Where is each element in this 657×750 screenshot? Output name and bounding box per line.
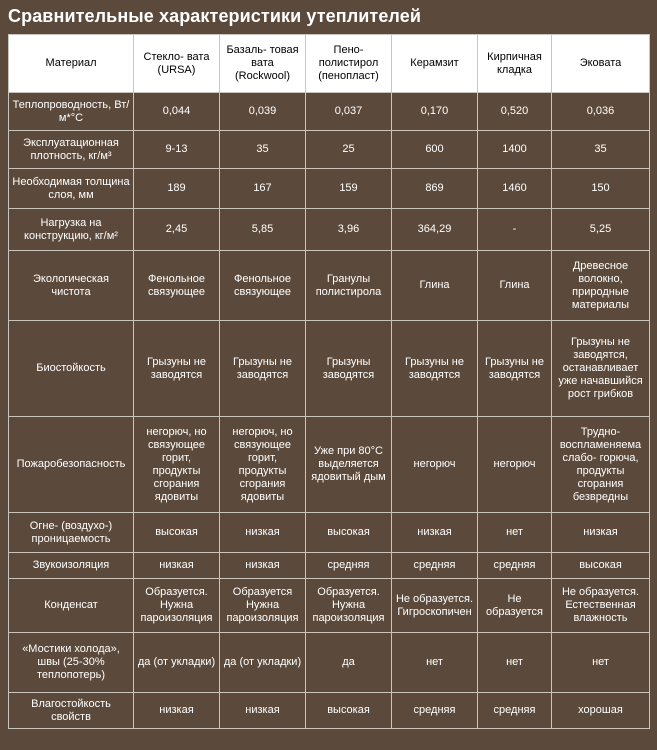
row-label: Эксплуатационная плотность, кг/м³ — [9, 131, 134, 169]
table-cell: 5,85 — [220, 209, 306, 251]
table-cell: высокая — [552, 553, 650, 579]
table-cell: Грызуны не заводятся — [478, 321, 552, 417]
table-cell: 3,96 — [306, 209, 392, 251]
table-cell: нет — [552, 633, 650, 693]
table-row — [9, 579, 650, 633]
row-label: Экологическая чистота — [9, 251, 134, 321]
table-cell: хорошая — [552, 693, 650, 729]
table-cell: Древесное волокно, природные материалы — [552, 251, 650, 321]
table-cell: негорюч — [478, 417, 552, 513]
header-cell: Материал — [9, 35, 134, 93]
header-cell: Эковата — [552, 35, 650, 93]
table-cell: 150 — [552, 169, 650, 209]
table-cell: 0,036 — [552, 93, 650, 131]
table-cell: 0,037 — [306, 93, 392, 131]
table-cell: 25 — [306, 131, 392, 169]
row-label: Пожаробезопасность — [9, 417, 134, 513]
table-cell: 1460 — [478, 169, 552, 209]
header-row — [9, 35, 650, 93]
table-cell: Фенольное связующее — [220, 251, 306, 321]
table-cell: да — [306, 633, 392, 693]
header-cell: Кирпичная кладка — [478, 35, 552, 93]
table-cell: средняя — [392, 693, 478, 729]
table-cell: Грызуны не заводятся, останавливает уже начавшийся рост грибков — [552, 321, 650, 417]
row-label: Огне- (воздухо-) проницаемость — [9, 513, 134, 553]
table-cell: Образуется. Нужна пароизоляция — [306, 579, 392, 633]
table-cell: Уже при 80°С выделяется ядовитый дым — [306, 417, 392, 513]
row-label: Необходимая толщина слоя, мм — [9, 169, 134, 209]
table-row — [9, 417, 650, 513]
row-label: Звукоизоляция — [9, 553, 134, 579]
header-cell: Керамзит — [392, 35, 478, 93]
table-cell: нет — [392, 633, 478, 693]
table-cell: да (от укладки) — [134, 633, 220, 693]
table-cell: - — [478, 209, 552, 251]
table-cell: 0,170 — [392, 93, 478, 131]
table-row — [9, 693, 650, 729]
table-cell: низкая — [552, 513, 650, 553]
row-label: Влагостойкость свойств — [9, 693, 134, 729]
table-cell: Трудно- воспламеняема слабо- горюча, продукты сгорания безвредны — [552, 417, 650, 513]
table-cell: 35 — [552, 131, 650, 169]
table-cell: негорюч, но связующее горит, продукты сгорания ядовиты — [134, 417, 220, 513]
table-cell: средняя — [306, 553, 392, 579]
table-cell: 35 — [220, 131, 306, 169]
table-cell: низкая — [220, 513, 306, 553]
table-cell: высокая — [306, 513, 392, 553]
table-row — [9, 633, 650, 693]
table-cell: 364,29 — [392, 209, 478, 251]
table-cell: негорюч — [392, 417, 478, 513]
table-cell: Грызуны не заводятся — [392, 321, 478, 417]
table-cell: 189 — [134, 169, 220, 209]
table-cell: да (от укладки) — [220, 633, 306, 693]
table-cell: Глина — [478, 251, 552, 321]
table-row — [9, 251, 650, 321]
header-cell: Базаль- товая вата (Rockwool) — [220, 35, 306, 93]
row-label: Теплопроводность, Вт/м*°С — [9, 93, 134, 131]
table-cell: Не образуется. Гигроскопичен — [392, 579, 478, 633]
header-cell: Стекло- вата (URSA) — [134, 35, 220, 93]
table-cell: 869 — [392, 169, 478, 209]
table-cell: Грызуны не заводятся — [134, 321, 220, 417]
table-cell: Грызуны не заводятся — [220, 321, 306, 417]
table-cell: 159 — [306, 169, 392, 209]
table-cell: средняя — [478, 693, 552, 729]
table-cell: низкая — [134, 553, 220, 579]
table-cell: Глина — [392, 251, 478, 321]
table-cell: средняя — [478, 553, 552, 579]
table-cell: 600 — [392, 131, 478, 169]
table-cell: 167 — [220, 169, 306, 209]
table-cell: Гранулы полистирола — [306, 251, 392, 321]
page-title: Сравнительные характеристики утеплителей — [8, 6, 422, 26]
table-cell: Не образуется. Естественная влажность — [552, 579, 650, 633]
row-label: Нагрузка на конструкцию, кг/м² — [9, 209, 134, 251]
table-row — [9, 209, 650, 251]
table-cell: 9-13 — [134, 131, 220, 169]
table-cell: 1400 — [478, 131, 552, 169]
table-row — [9, 321, 650, 417]
row-label: «Мостики холода», швы (25-30% теплопотерь) — [9, 633, 134, 693]
table-row — [9, 513, 650, 553]
table-row — [9, 131, 650, 169]
table-cell: Образуется. Нужна пароизоляция — [134, 579, 220, 633]
table-cell: Не образуется — [478, 579, 552, 633]
row-label: Биостойкость — [9, 321, 134, 417]
table-cell: 2,45 — [134, 209, 220, 251]
table-cell: Фенольное связующее — [134, 251, 220, 321]
table-cell: низкая — [220, 553, 306, 579]
table-cell: 0,520 — [478, 93, 552, 131]
table-cell: 0,044 — [134, 93, 220, 131]
row-label: Конденсат — [9, 579, 134, 633]
table-cell: негорюч, но связующее горит, продукты сгорания ядовиты — [220, 417, 306, 513]
table-cell: высокая — [306, 693, 392, 729]
table-cell: высокая — [134, 513, 220, 553]
table-row — [9, 93, 650, 131]
comparison-table — [8, 34, 650, 729]
table-row — [9, 169, 650, 209]
table-cell: нет — [478, 633, 552, 693]
table-cell: нет — [478, 513, 552, 553]
table-cell: 0,039 — [220, 93, 306, 131]
table-cell: низкая — [134, 693, 220, 729]
table-cell: Образуется Нужна пароизоляция — [220, 579, 306, 633]
table-cell: Грызуны заводятся — [306, 321, 392, 417]
table-cell: низкая — [220, 693, 306, 729]
table-row — [9, 553, 650, 579]
table-cell: низкая — [392, 513, 478, 553]
header-cell: Пено- полистирол (пенопласт) — [306, 35, 392, 93]
table-cell: средняя — [392, 553, 478, 579]
table-cell: 5,25 — [552, 209, 650, 251]
